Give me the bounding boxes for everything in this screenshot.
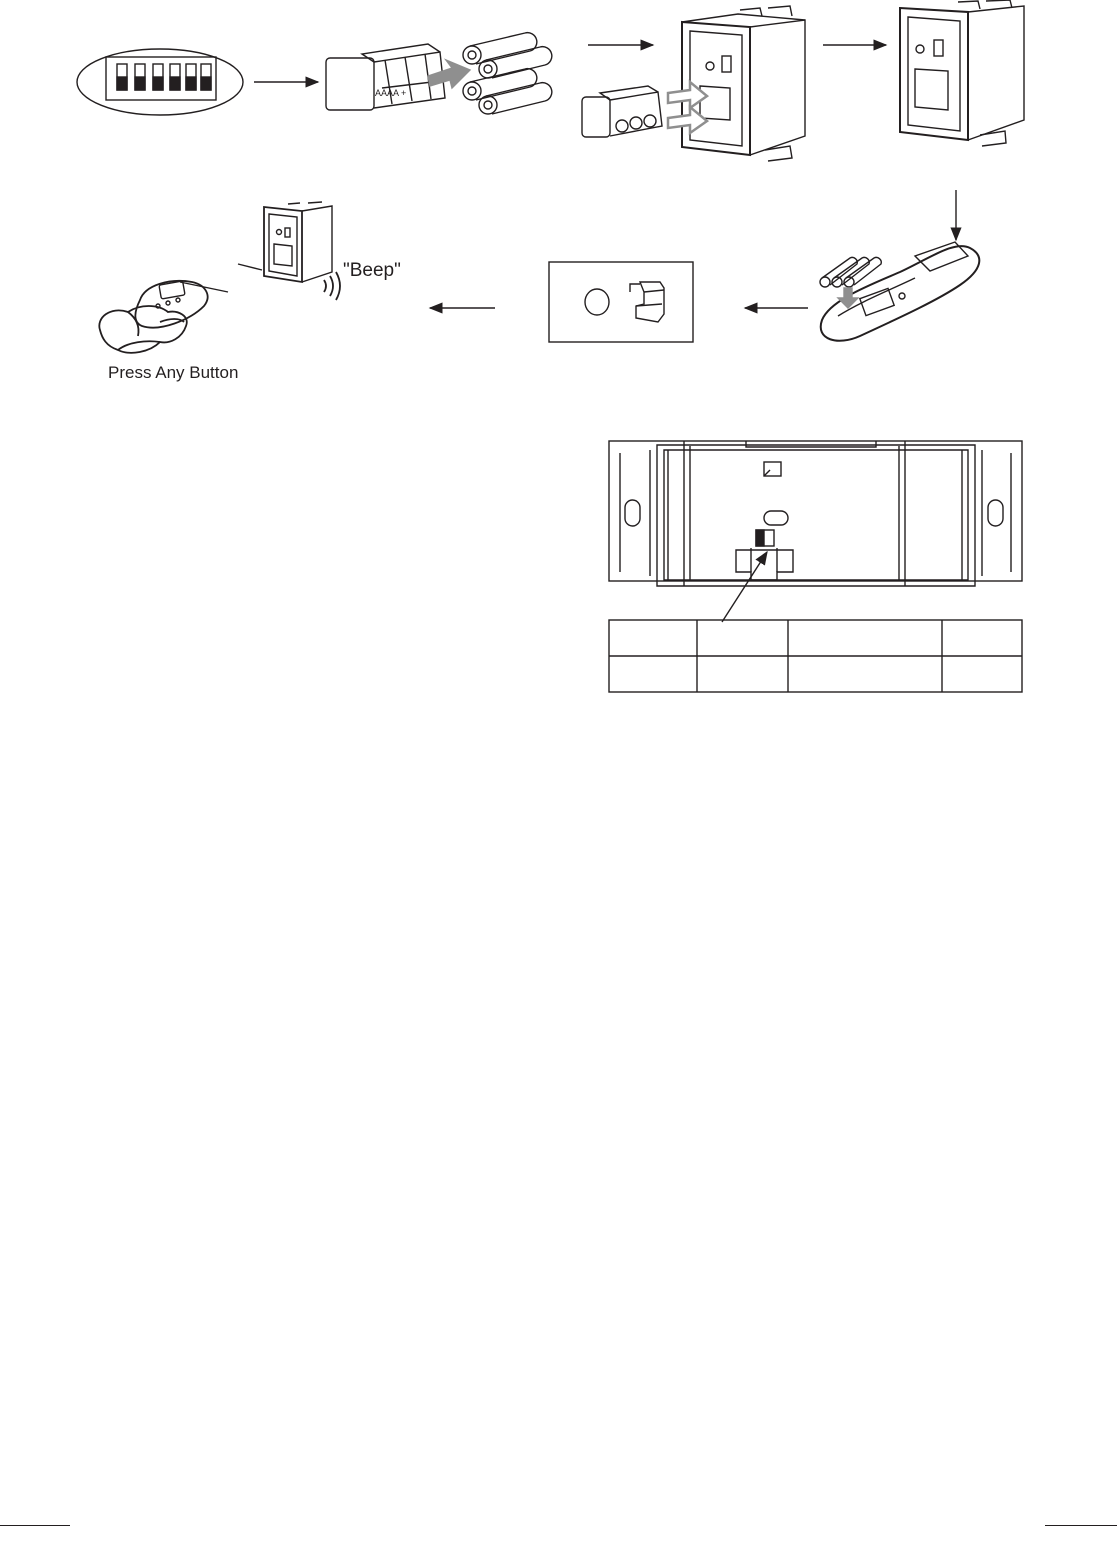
receiver-icon [264, 202, 332, 282]
learn-button-panel [549, 262, 693, 342]
svg-text:AAAA +: AAAA + [375, 88, 407, 98]
spec-table [609, 620, 1022, 692]
footer-rule-left [0, 1525, 70, 1526]
aa-battery-icon [463, 33, 552, 114]
insert-arrow-icon [668, 107, 707, 133]
hand-icon [99, 306, 186, 353]
battery-holder-icon [582, 86, 662, 137]
pointer-arrow [722, 552, 767, 622]
aa-battery-icon [820, 257, 881, 287]
beep-label: "Beep" [343, 260, 401, 281]
sound-wave-icon [324, 272, 340, 300]
signal-line [238, 264, 262, 270]
battery-holder-icon [326, 44, 445, 110]
back-plate-icon [609, 441, 1022, 586]
dip-switch-icon [77, 49, 243, 115]
insert-arrow-icon [428, 60, 470, 88]
receiver-icon [900, 0, 1024, 146]
receiver-icon [682, 6, 805, 161]
press-any-button-label: Press Any Button [108, 363, 239, 382]
footer-rule-right [1045, 1525, 1117, 1526]
learn-button-icon [630, 282, 664, 322]
remote-control-icon [135, 281, 207, 328]
insert-arrow-icon [838, 288, 858, 308]
led-indicator-icon [585, 289, 609, 315]
